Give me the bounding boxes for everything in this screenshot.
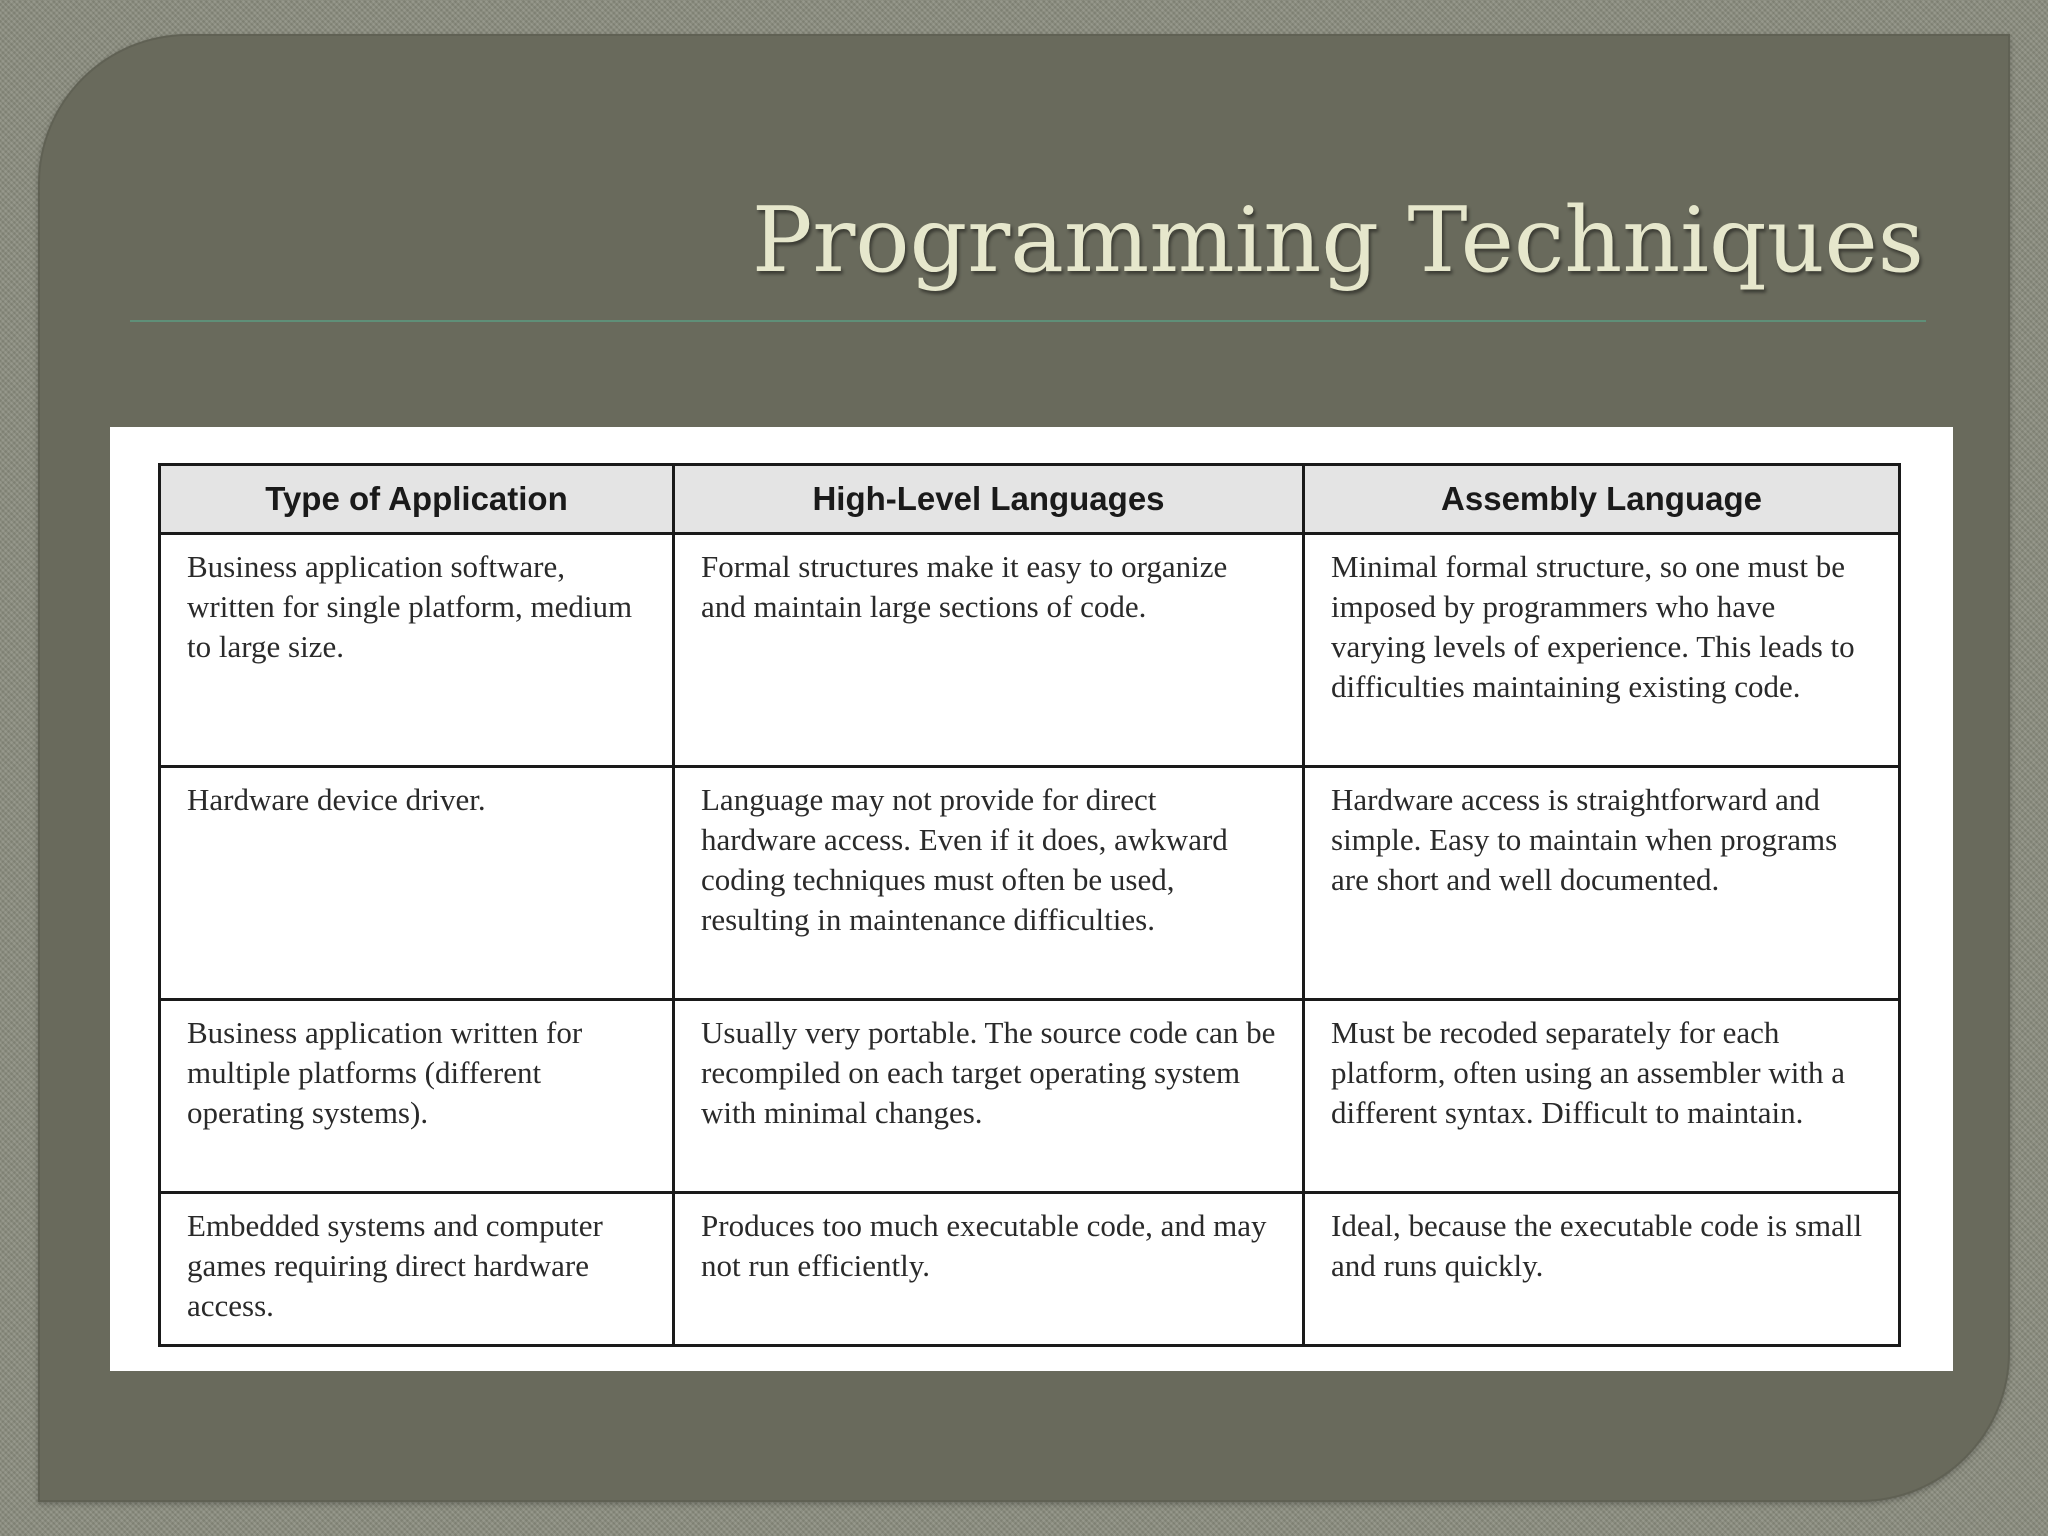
cell-assembly: Minimal formal structure, so one must be imposed by programmers who have varying levels of experience. This leads to difficulties maintaining existing code.: [1304, 534, 1900, 767]
table-row: [160, 1000, 1900, 1193]
table-header-row: [160, 465, 1900, 534]
header-type-of-application: Type of Application: [160, 465, 674, 534]
language-comparison-table: [158, 463, 1901, 1347]
title-divider: [130, 320, 1926, 322]
cell-assembly: Hardware access is straightforward and simple. Easy to maintain when programs are short and well documented.: [1304, 767, 1900, 1000]
cell-high-level: Usually very portable. The source code can be recompiled on each target operating system with minimal changes.: [674, 1000, 1304, 1193]
table-row: [160, 534, 1900, 767]
cell-high-level: Formal structures make it easy to organize and maintain large sections of code.: [674, 534, 1304, 767]
cell-application-type: Business application written for multiple platforms (different operating systems).: [160, 1000, 674, 1193]
cell-assembly: Must be recoded separately for each platform, often using an assembler with a different syntax. Difficult to maintain.: [1304, 1000, 1900, 1193]
cell-application-type: Business application software, written for single platform, medium to large size.: [160, 534, 674, 767]
table-row: [160, 1193, 1900, 1346]
cell-high-level: Produces too much executable code, and may not run efficiently.: [674, 1193, 1304, 1346]
header-assembly-language: Assembly Language: [1304, 465, 1900, 534]
slide-title: Programming Techniques: [751, 188, 1924, 293]
cell-assembly: Ideal, because the executable code is small and runs quickly.: [1304, 1193, 1900, 1346]
table-image-frame: [110, 427, 1953, 1371]
cell-application-type: Embedded systems and computer games requiring direct hardware access.: [160, 1193, 674, 1346]
cell-application-type: Hardware device driver.: [160, 767, 674, 1000]
table-row: [160, 767, 1900, 1000]
cell-high-level: Language may not provide for direct hardware access. Even if it does, awkward coding techniques must often be used, resulting in maintenance difficulties.: [674, 767, 1304, 1000]
header-high-level-languages: High-Level Languages: [674, 465, 1304, 534]
